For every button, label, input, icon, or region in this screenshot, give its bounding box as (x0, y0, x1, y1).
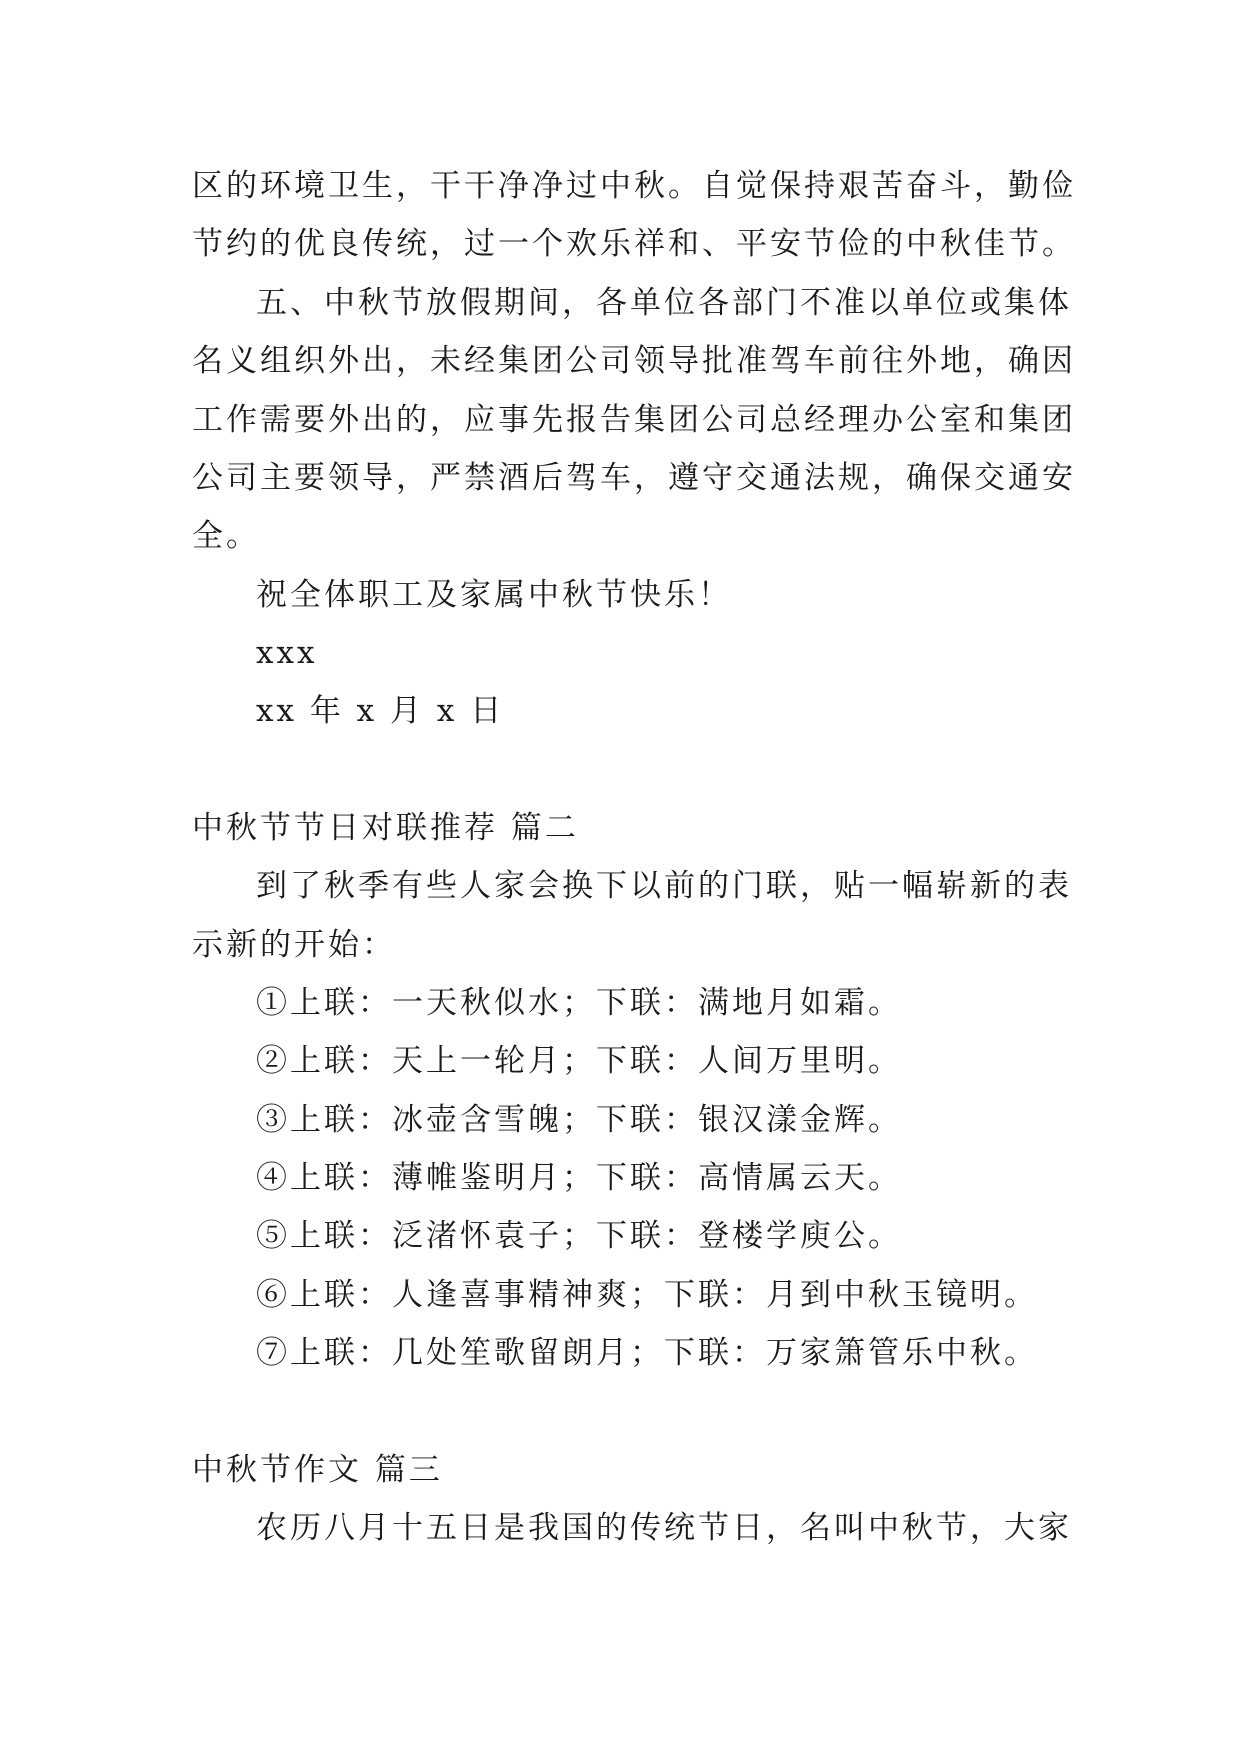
couplet-item: ⑦上联：几处笙歌留朗月；下联：万家箫管乐中秋。 (256, 1335, 1038, 1371)
couplet-item: ①上联：一天秋似水；下联：满地月如霜。 (256, 985, 902, 1021)
paragraph-line: 名义组织外出，未经集团公司领导批准驾车前往外地，确因 (192, 343, 1076, 379)
signature-name: xxx (256, 635, 318, 671)
paragraph-line: 全。 (192, 518, 260, 554)
paragraph-line: 区的环境卫生，干干净净过中秋。自觉保持艰苦奋斗，勤俭 (192, 168, 1076, 204)
paragraph-line: 工作需要外出的，应事先报告集团公司总经理办公室和集团 (192, 402, 1076, 438)
couplet-item: ②上联：天上一轮月；下联：人间万里明。 (256, 1043, 902, 1079)
paragraph-line: 公司主要领导，严禁酒后驾车，遵守交通法规，确保交通安 (192, 460, 1076, 496)
couplet-item: ④上联：薄帷鉴明月；下联：高情属云天。 (256, 1160, 902, 1196)
section-heading-2: 中秋节节日对联推荐 篇二 (192, 810, 579, 846)
paragraph-line: 节约的优良传统，过一个欢乐祥和、平安节俭的中秋佳节。 (192, 226, 1076, 262)
paragraph-line: 示新的开始： (192, 927, 396, 963)
couplet-item: ⑤上联：泛渚怀袁子；下联：登楼学庾公。 (256, 1218, 902, 1254)
section-heading-3: 中秋节作文 篇三 (192, 1452, 443, 1488)
signature-date: xx 年 x 月 x 日 (256, 693, 505, 729)
paragraph-line: 到了秋季有些人家会换下以前的门联，贴一幅崭新的表 (256, 868, 1072, 904)
paragraph-line: 农历八月十五日是我国的传统节日，名叫中秋节，大家 (256, 1510, 1072, 1546)
couplet-item: ⑥上联：人逢喜事精神爽；下联：月到中秋玉镜明。 (256, 1277, 1038, 1313)
couplet-item: ③上联：冰壶含雪魄；下联：银汉漾金辉。 (256, 1102, 902, 1138)
paragraph-line: 五、中秋节放假期间，各单位各部门不准以单位或集体 (256, 285, 1072, 321)
greeting-line: 祝全体职工及家属中秋节快乐！ (256, 577, 732, 613)
